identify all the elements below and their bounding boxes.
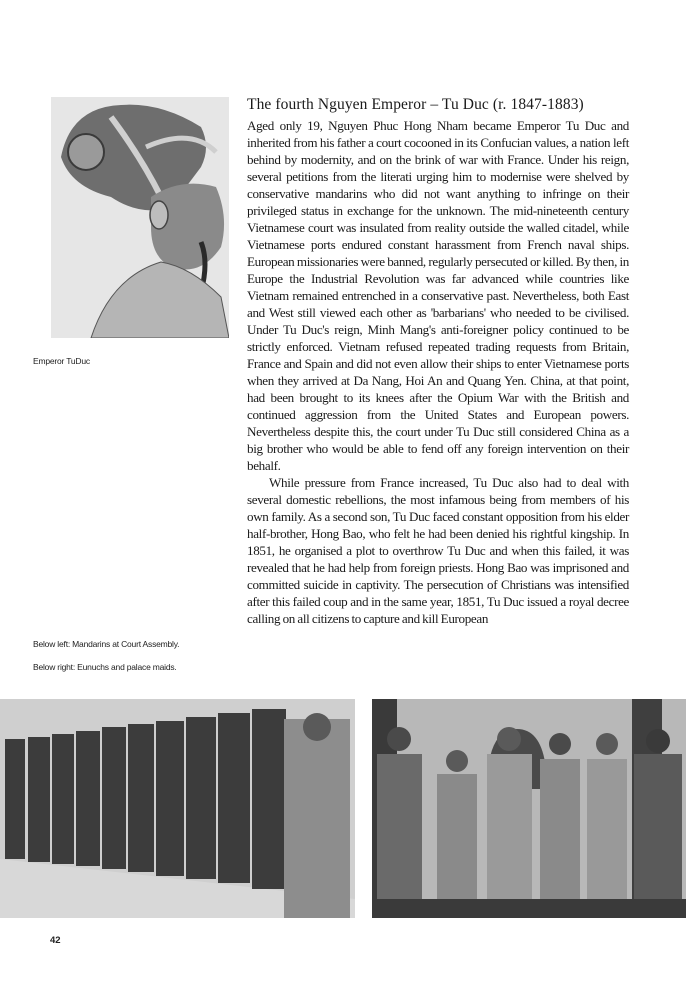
- photo-eunuchs-palace-maids: [372, 699, 686, 918]
- mandarins-caption: Below left: Mandarins at Court Assembly.: [33, 639, 180, 649]
- page-number: 42: [50, 935, 61, 946]
- portrait-caption: Emperor TuDuc: [33, 356, 90, 366]
- article-paragraph: While pressure from France increased, Tu Duc also had to deal with several domestic rebellions, the most infamous being from members of his own family. As a second son, Tu Duc faced constant opposition from his elder half-brother, Hong Bao, who felt he had been denied his rightful kingship. In 1851, he organised a plot to overthrow Tu Duc and when this failed, it was revealed that he had help from foreign priests. Hong Bao was imprisoned and committed suicide in captivity. The persecution of Christians was intensified after this failed coup and in the same year, 1851, Tu Duc issued a royal decree calling on all citizens to capture and kill European: [247, 475, 629, 626]
- photo-mandarins: [0, 699, 355, 918]
- portrait-illustration: [51, 97, 229, 338]
- portrait-emperor-tu-duc: [51, 97, 229, 338]
- mandarins-illustration: [0, 699, 355, 918]
- article-title: The fourth Nguyen Emperor – Tu Duc (r. 1847-1883): [247, 96, 584, 113]
- article: [247, 96, 629, 627]
- eunuchs-illustration: [372, 699, 686, 918]
- article-paragraph: Aged only 19, Nguyen Phuc Hong Nham became Emperor Tu Duc and inherited from his father a court cocooned in its Confucian values, a nation left behind by modernity, and on the brink of war with France. Under his reign, several petitions from the literati urging him to modernise were shelved by conservative mandarins who did not want anything to infringe on their privileged status in exchange for the unknown. The mid-nineteenth century Vietnamese court was insulated from reality outside the walled citadel, while Vietnamese ports endured constant harassment from French naval ships. European missionaries were banned, regularly persecuted or killed. By then, in Europe the Industrial Revolution was far advanced while countries like Vietnam remained entrenched in a conservative past. Nevertheless, both East and West still viewed each other as 'barbarians' who needed to be civilised. Under Tu Duc's reign, Minh Mang's anti-foreigner policy continued to be strictly enforced. Vietnam refused repeated trading requests from Britain, France and Spain and did not even allow their ships to enter Vietnamese ports when they arrived at Da Nang, Hoi An and Quang Yen. China, at that point, had been brought to its knees after the Opium War with the British and continued aggression from the United States and European powers. Nevertheless despite this, the court under Tu Duc still considered China as a big brother who would be able to fend off any foreign intervention on their behalf.: [247, 118, 629, 473]
- eunuchs-caption: Below right: Eunuchs and palace maids.: [33, 662, 177, 672]
